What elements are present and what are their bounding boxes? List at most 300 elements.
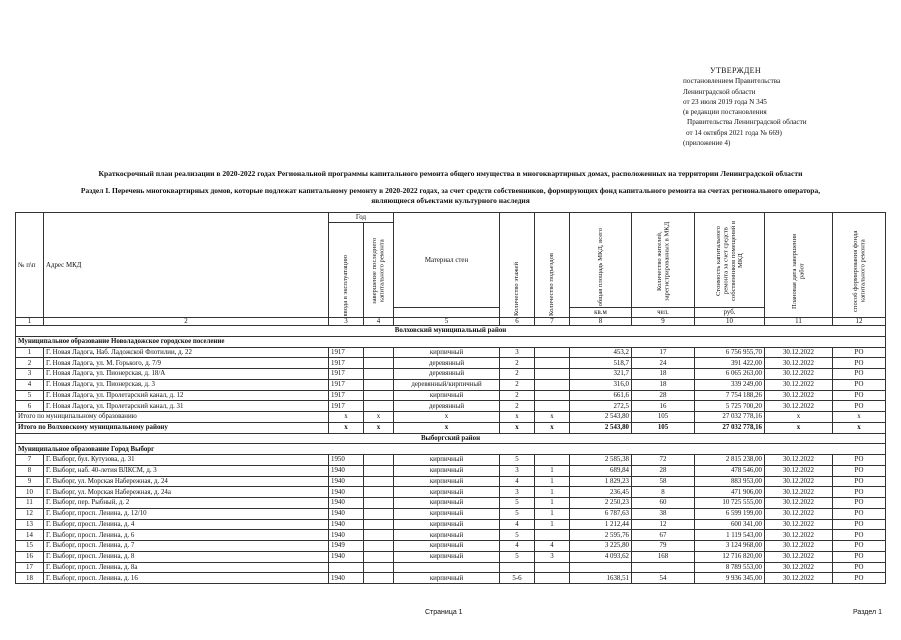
cell-year: 1940 xyxy=(329,465,364,476)
subtotal-x: х xyxy=(833,412,886,423)
cell-repair xyxy=(364,551,394,562)
cell-n: 4 xyxy=(16,379,44,390)
header-year-built xyxy=(329,223,364,318)
col-number: 6 xyxy=(500,318,535,326)
cell-year: 1940 xyxy=(329,487,364,498)
cell-year: 1917 xyxy=(329,390,364,401)
cell-repair xyxy=(364,487,394,498)
cell-floors: 2 xyxy=(500,369,535,380)
cell-cost: 2 815 238,00 xyxy=(695,455,765,466)
cell-floors: 5 xyxy=(500,530,535,541)
cell-floors: 4 xyxy=(500,519,535,530)
approval-line: Ленинградской области xyxy=(683,87,756,96)
cell-wall: кирпичный xyxy=(394,508,500,519)
cell-entr xyxy=(535,530,570,541)
subtotal-x: х xyxy=(364,412,394,423)
cell-date: 30.12.2022 xyxy=(765,562,833,573)
subtotal-x: х xyxy=(329,412,364,423)
cell-fund: РО xyxy=(833,369,886,380)
table-row xyxy=(16,369,886,380)
cell-entr: 1 xyxy=(535,519,570,530)
table-row xyxy=(16,551,886,562)
municipality-row xyxy=(16,444,886,455)
cell-res: 168 xyxy=(632,551,695,562)
table-row xyxy=(16,508,886,519)
cell-year: 1917 xyxy=(329,401,364,412)
cell-res: 38 xyxy=(632,508,695,519)
cell-repair xyxy=(364,455,394,466)
cell-fund: РО xyxy=(833,541,886,552)
cell-date: 30.12.2022 xyxy=(765,498,833,509)
district-row xyxy=(16,326,886,337)
cell-entr: 1 xyxy=(535,508,570,519)
header-entrances-text: Количество подъездов xyxy=(548,253,556,316)
cell-year: 1940 xyxy=(329,508,364,519)
header-residents-text: Количество жителей, зарегистрированных в МКД xyxy=(655,221,670,301)
cell-n: 16 xyxy=(16,551,44,562)
cell-wall: деревянный xyxy=(394,358,500,369)
cell-n: 12 xyxy=(16,508,44,519)
cell-res: 12 xyxy=(632,519,695,530)
subtotal-x: х xyxy=(535,412,570,423)
cell-cost: 339 249,00 xyxy=(695,379,765,390)
cell-floors xyxy=(500,562,535,573)
cell-res: 54 xyxy=(632,573,695,584)
col-number: 2 xyxy=(44,318,329,326)
cell-area: 321,7 xyxy=(570,369,632,380)
cell-fund: РО xyxy=(833,379,886,390)
cell-wall: кирпичный xyxy=(394,519,500,530)
cell-floors: 4 xyxy=(500,541,535,552)
col-number: 5 xyxy=(394,318,500,326)
cell-year: 1917 xyxy=(329,347,364,358)
cell-date: 30.12.2022 xyxy=(765,508,833,519)
cell-wall: кирпичный xyxy=(394,551,500,562)
cell-cost: 478 546,00 xyxy=(695,465,765,476)
cell-repair xyxy=(364,358,394,369)
header-wall-text: Материал стен xyxy=(424,256,469,264)
approval-line: постановлением Правительства xyxy=(683,77,781,86)
cell-cost: 391 422,00 xyxy=(695,358,765,369)
header-cost-text: Стоимость капитального ремонта за счет средств собственников помещений в МКД xyxy=(714,220,744,302)
cell-cost: 6 065 263,00 xyxy=(695,369,765,380)
subtotal-x: х xyxy=(394,412,500,423)
cell-repair xyxy=(364,476,394,487)
subtotal-area: 2 543,80 xyxy=(570,412,632,423)
cell-res: 16 xyxy=(632,401,695,412)
cell-fund: РО xyxy=(833,358,886,369)
cell-cost: 3 124 968,00 xyxy=(695,541,765,552)
header-wall-unit xyxy=(394,308,500,318)
header-floors-text: Количество этажей xyxy=(513,262,521,316)
cell-area: 661,6 xyxy=(570,390,632,401)
subtotal-x: х xyxy=(765,412,833,423)
approval-line: Правительства Ленинградской области xyxy=(687,118,807,127)
header-year-built-text: ввода в эксплуатацию xyxy=(342,254,350,316)
table-row xyxy=(16,519,886,530)
cell-res xyxy=(632,562,695,573)
cell-n: 6 xyxy=(16,401,44,412)
cell-floors: 2 xyxy=(500,358,535,369)
cell-area: 2 250,23 xyxy=(570,498,632,509)
table-row xyxy=(16,358,886,369)
cell-cost: 883 953,00 xyxy=(695,476,765,487)
cell-floors: 2 xyxy=(500,401,535,412)
cell-addr: Г. Выборг, просп. Ленина, д. 4 xyxy=(44,519,329,530)
header-fund xyxy=(833,213,886,318)
cell-entr xyxy=(535,358,570,369)
subtotal-label: Итого по муниципальному образованию xyxy=(16,412,329,423)
cell-res: 58 xyxy=(632,476,695,487)
header-address: Адрес МКД xyxy=(44,213,329,318)
cell-addr: Г. Выборг, бул. Кутузова, д. 31 xyxy=(44,455,329,466)
col-number: 11 xyxy=(765,318,833,326)
cell-addr: Г. Новая Ладога, ул. М. Горького, д. 7/9 xyxy=(44,358,329,369)
municipality-name: Муниципальное образование Новоладожское городское поселение xyxy=(16,336,886,347)
cell-fund: РО xyxy=(833,401,886,412)
cell-wall: кирпичный xyxy=(394,541,500,552)
cell-cost: 1 119 543,00 xyxy=(695,530,765,541)
cell-fund: РО xyxy=(833,476,886,487)
header-year-repair-text: завершение последнего капитального ремонта xyxy=(371,237,386,305)
cell-fund: РО xyxy=(833,530,886,541)
cell-res: 18 xyxy=(632,379,695,390)
cell-n: 7 xyxy=(16,455,44,466)
cell-floors: 5 xyxy=(500,498,535,509)
cell-n: 2 xyxy=(16,358,44,369)
cell-addr: Г. Новая Ладога, Наб. Ладожской Флотилии, д. 22 xyxy=(44,347,329,358)
cell-fund: РО xyxy=(833,551,886,562)
district1-rows xyxy=(16,347,886,412)
cell-addr: Г. Выборг, просп. Ленина, д. 8а xyxy=(44,562,329,573)
page-number: Страница 1 xyxy=(425,609,463,616)
header-row xyxy=(16,213,886,223)
cell-date: 30.12.2022 xyxy=(765,573,833,584)
cell-entr: 4 xyxy=(535,541,570,552)
header-num: № п\п xyxy=(16,213,44,318)
cell-entr xyxy=(535,562,570,573)
cell-res: 79 xyxy=(632,541,695,552)
houses-table xyxy=(15,212,886,584)
cell-n: 10 xyxy=(16,487,44,498)
cell-repair xyxy=(364,369,394,380)
cell-n: 8 xyxy=(16,465,44,476)
cell-area: 1 829,23 xyxy=(570,476,632,487)
cell-n: 3 xyxy=(16,369,44,380)
cell-year: 1940 xyxy=(329,573,364,584)
cell-area: 6 787,63 xyxy=(570,508,632,519)
col-number: 12 xyxy=(833,318,886,326)
cell-entr: 1 xyxy=(535,476,570,487)
header-wall xyxy=(394,213,500,308)
cell-year: 1917 xyxy=(329,379,364,390)
cell-n: 9 xyxy=(16,476,44,487)
table-row xyxy=(16,401,886,412)
cell-addr: Г. Новая Ладога, ул. Пролетарский канал, д. 31 xyxy=(44,401,329,412)
header-floors xyxy=(500,213,535,318)
section-number: Раздел 1 xyxy=(853,609,882,616)
cell-cost: 9 936 345,00 xyxy=(695,573,765,584)
cell-entr: 1 xyxy=(535,487,570,498)
cell-addr: Г. Выборг, просп. Ленина, д. 7 xyxy=(44,541,329,552)
total-x: х xyxy=(535,422,570,433)
cell-fund: РО xyxy=(833,465,886,476)
cell-n: 15 xyxy=(16,541,44,552)
cell-cost: 6 599 199,00 xyxy=(695,508,765,519)
table-row xyxy=(16,455,886,466)
header-cost xyxy=(695,213,765,308)
cell-area: 272,5 xyxy=(570,401,632,412)
cell-cost: 10 725 555,00 xyxy=(695,498,765,509)
total-residents: 105 xyxy=(632,422,695,433)
section-heading-line: Раздел I. Перечень многоквартирных домов, которые подлежат капитальному ремонту в 2020-2022 годах, за счет средств собственников, формирующих фонд капитального ремонта на счетах регионального оператора, xyxy=(80,186,821,195)
district2-rows xyxy=(16,455,886,584)
table-row xyxy=(16,530,886,541)
cell-area: 689,84 xyxy=(570,465,632,476)
cell-n: 18 xyxy=(16,573,44,584)
cell-wall: кирпичный xyxy=(394,498,500,509)
cell-floors: 3 xyxy=(500,347,535,358)
header-plan-date-text: Плановая дата завершения работ xyxy=(791,233,806,309)
table-row xyxy=(16,379,886,390)
col-number: 8 xyxy=(570,318,632,326)
cell-floors: 5 xyxy=(500,455,535,466)
total-x: х xyxy=(500,422,535,433)
cell-area: 1638,51 xyxy=(570,573,632,584)
cell-entr xyxy=(535,347,570,358)
col-number: 3 xyxy=(329,318,364,326)
cell-floors: 3 xyxy=(500,487,535,498)
cell-wall: кирпичный xyxy=(394,455,500,466)
cell-addr: Г. Выборг, просп. Ленина, д. 12/10 xyxy=(44,508,329,519)
cell-repair xyxy=(364,541,394,552)
cell-repair xyxy=(364,379,394,390)
cell-date: 30.12.2022 xyxy=(765,465,833,476)
cell-year: 1940 xyxy=(329,551,364,562)
cell-n: 5 xyxy=(16,390,44,401)
cell-wall: деревянный xyxy=(394,369,500,380)
cell-res: 72 xyxy=(632,455,695,466)
cell-repair xyxy=(364,519,394,530)
cell-res: 28 xyxy=(632,390,695,401)
cell-res: 18 xyxy=(632,369,695,380)
document-title: Краткосрочный план реализации в 2020-2022 годах Региональной программы капитального ремонта общего имущества в многоквартирных домах, расположенных на территории Ленинградской области xyxy=(98,169,803,178)
col-number: 10 xyxy=(695,318,765,326)
cell-addr: Г. Выборг, просп. Ленина, д. 6 xyxy=(44,530,329,541)
cell-entr xyxy=(535,369,570,380)
cell-res: 67 xyxy=(632,530,695,541)
district-name: Волховский муниципальный район xyxy=(16,326,886,337)
cell-repair xyxy=(364,573,394,584)
total-label: Итого по Волховскому муниципальному району xyxy=(16,422,329,433)
header-plan-date xyxy=(765,213,833,318)
cell-addr: Г. Выборг, наб. 40-летия ВЛКСМ, д. 3 xyxy=(44,465,329,476)
col-number: 9 xyxy=(632,318,695,326)
cell-res: 17 xyxy=(632,347,695,358)
col-number: 7 xyxy=(535,318,570,326)
column-numbers-row xyxy=(16,318,886,326)
cell-addr: Г. Новая Ладога, ул. Пролетарский канал, д. 12 xyxy=(44,390,329,401)
cell-cost: 471 906,00 xyxy=(695,487,765,498)
cell-addr: Г. Новая Ладога, ул. Пионерская, д. 3 xyxy=(44,379,329,390)
cell-floors: 2 xyxy=(500,390,535,401)
cell-floors: 3 xyxy=(500,465,535,476)
approval-line: от 14 октября 2021 года № 669) xyxy=(686,128,782,137)
cell-date: 30.12.2022 xyxy=(765,390,833,401)
cell-area: 3 225,80 xyxy=(570,541,632,552)
cell-repair xyxy=(364,562,394,573)
cell-year xyxy=(329,562,364,573)
cell-year: 1949 xyxy=(329,541,364,552)
section-heading xyxy=(10,186,891,206)
cell-wall: кирпичный xyxy=(394,476,500,487)
cell-area xyxy=(570,562,632,573)
approval-heading: УТВЕРЖДЕН xyxy=(710,66,761,75)
total-x: х xyxy=(329,422,364,433)
cell-repair xyxy=(364,508,394,519)
cell-repair xyxy=(364,530,394,541)
cell-floors: 5-6 xyxy=(500,573,535,584)
cell-n: 14 xyxy=(16,530,44,541)
cell-fund: РО xyxy=(833,347,886,358)
cell-floors: 5 xyxy=(500,551,535,562)
cell-year: 1917 xyxy=(329,358,364,369)
subtotal-x: х xyxy=(500,412,535,423)
cell-addr: Г. Выборг, просп. Ленина, д. 8 xyxy=(44,551,329,562)
table-row xyxy=(16,465,886,476)
cell-repair xyxy=(364,401,394,412)
cell-date: 30.12.2022 xyxy=(765,541,833,552)
cell-entr xyxy=(535,455,570,466)
cell-wall: кирпичный xyxy=(394,487,500,498)
cell-wall: кирпичный xyxy=(394,347,500,358)
municipality-row xyxy=(16,336,886,347)
col-number: 1 xyxy=(16,318,44,326)
cell-wall xyxy=(394,562,500,573)
cell-year: 1940 xyxy=(329,498,364,509)
section-heading-line: являющиеся объектами культурного наследия xyxy=(371,196,530,205)
cell-floors: 5 xyxy=(500,508,535,519)
cell-addr: Г. Выборг, просп. Ленина, д. 16 xyxy=(44,573,329,584)
cell-res: 24 xyxy=(632,358,695,369)
cell-area: 4 093,62 xyxy=(570,551,632,562)
header-area xyxy=(570,213,632,308)
municipality-name: Муниципальное образование Город Выборг xyxy=(16,444,886,455)
cell-n: 1 xyxy=(16,347,44,358)
cell-area: 2 585,38 xyxy=(570,455,632,466)
header-year-group: Год xyxy=(329,213,394,223)
cell-n: 17 xyxy=(16,562,44,573)
cell-repair xyxy=(364,347,394,358)
header-residents xyxy=(632,213,695,308)
cell-fund: РО xyxy=(833,455,886,466)
header-area-text: общая площадь МКД, всего xyxy=(596,227,604,306)
cell-fund: РО xyxy=(833,573,886,584)
header-entrances xyxy=(535,213,570,318)
total-x: х xyxy=(765,422,833,433)
subtotal-cost: 27 032 778,16 xyxy=(695,412,765,423)
unit-cost: руб. xyxy=(695,308,765,318)
cell-date: 30.12.2022 xyxy=(765,347,833,358)
cell-date: 30.12.2022 xyxy=(765,358,833,369)
cell-date: 30.12.2022 xyxy=(765,369,833,380)
cell-date: 30.12.2022 xyxy=(765,401,833,412)
unit-area: кв.м xyxy=(570,308,632,318)
cell-repair xyxy=(364,498,394,509)
table-row xyxy=(16,498,886,509)
cell-year: 1940 xyxy=(329,476,364,487)
cell-year: 1940 xyxy=(329,530,364,541)
cell-repair xyxy=(364,465,394,476)
cell-date: 30.12.2022 xyxy=(765,476,833,487)
cell-date: 30.12.2022 xyxy=(765,551,833,562)
approval-line: (в редакции постановления xyxy=(683,108,767,117)
approval-line: (приложение 4) xyxy=(683,139,731,148)
cell-cost: 12 716 820,00 xyxy=(695,551,765,562)
cell-addr: Г. Выборг, пер. Рыбный, д. 2 xyxy=(44,498,329,509)
total-area: 2 543,80 xyxy=(570,422,632,433)
cell-year: 1940 xyxy=(329,519,364,530)
cell-wall: кирпичный xyxy=(394,465,500,476)
district-name: Выборгский район xyxy=(16,433,886,444)
total-row xyxy=(16,422,886,433)
cell-date: 30.12.2022 xyxy=(765,379,833,390)
cell-floors: 4 xyxy=(500,476,535,487)
cell-year: 1950 xyxy=(329,455,364,466)
cell-entr xyxy=(535,401,570,412)
cell-fund: РО xyxy=(833,519,886,530)
cell-res: 60 xyxy=(632,498,695,509)
cell-date: 30.12.2022 xyxy=(765,487,833,498)
cell-date: 30.12.2022 xyxy=(765,519,833,530)
cell-fund: РО xyxy=(833,562,886,573)
cell-entr xyxy=(535,390,570,401)
cell-addr: Г. Выборг, ул. Морская Набережная, д. 24а xyxy=(44,487,329,498)
table-row xyxy=(16,390,886,401)
cell-cost: 5 725 700,20 xyxy=(695,401,765,412)
table-row xyxy=(16,562,886,573)
header-year-repair xyxy=(364,223,394,318)
total-x: х xyxy=(364,422,394,433)
cell-entr: 3 xyxy=(535,551,570,562)
header-fund-text: способ формирования фонда капитального ремонта xyxy=(851,230,866,312)
cell-year: 1917 xyxy=(329,369,364,380)
cell-cost: 6 756 955,70 xyxy=(695,347,765,358)
cell-res: 8 xyxy=(632,487,695,498)
table-row xyxy=(16,541,886,552)
cell-n: 11 xyxy=(16,498,44,509)
cell-fund: РО xyxy=(833,498,886,509)
cell-area: 236,45 xyxy=(570,487,632,498)
col-number: 4 xyxy=(364,318,394,326)
table-row xyxy=(16,347,886,358)
approval-line: от 23 июля 2019 года N 345 xyxy=(683,97,767,106)
cell-wall: кирпичный xyxy=(394,390,500,401)
total-cost: 27 032 778,16 xyxy=(695,422,765,433)
total-x: х xyxy=(833,422,886,433)
cell-entr: 1 xyxy=(535,465,570,476)
cell-fund: РО xyxy=(833,508,886,519)
cell-entr: 1 xyxy=(535,498,570,509)
cell-wall: деревянный/кирпичный xyxy=(394,379,500,390)
cell-addr: Г. Новая Ладога, ул. Пионерская, д. 18/А xyxy=(44,369,329,380)
cell-area: 518,7 xyxy=(570,358,632,369)
cell-cost: 600 341,00 xyxy=(695,519,765,530)
cell-area: 1 212,44 xyxy=(570,519,632,530)
cell-fund: РО xyxy=(833,390,886,401)
table-row xyxy=(16,487,886,498)
subtotal-row xyxy=(16,412,886,423)
